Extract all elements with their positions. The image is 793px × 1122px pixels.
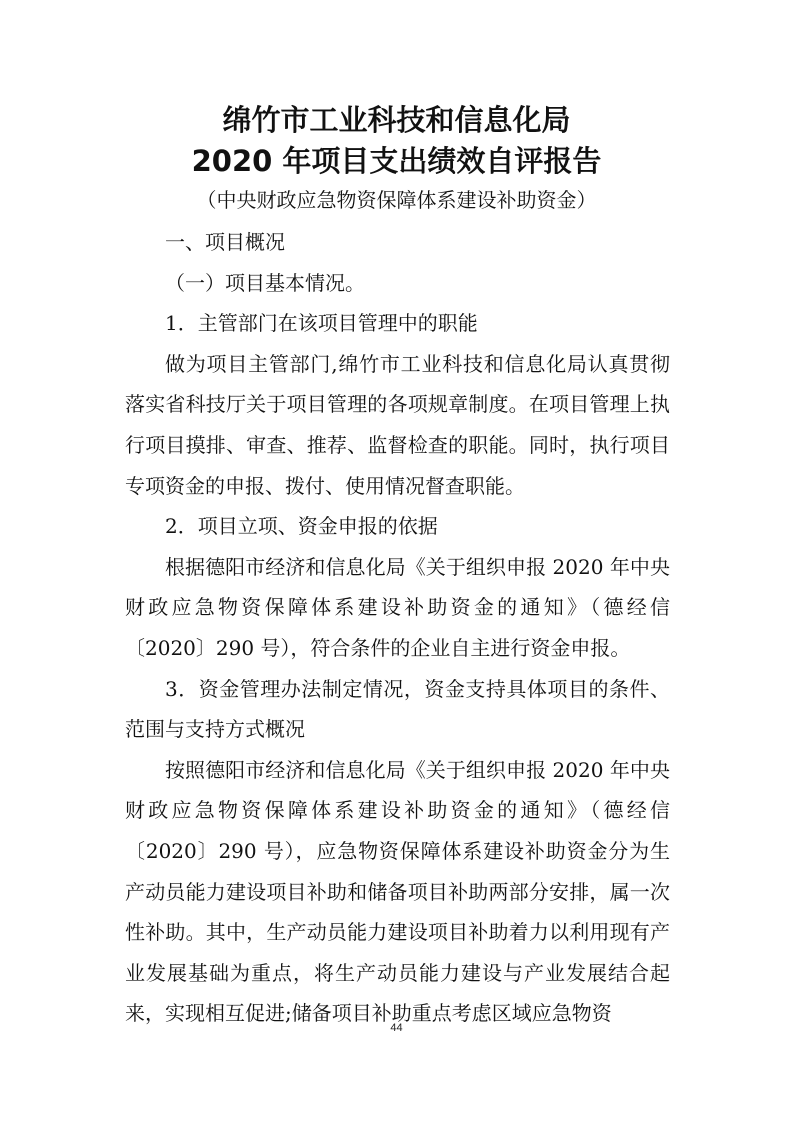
page-number: 44 — [390, 1022, 403, 1034]
section-heading-overview: 一、项目概况 — [165, 230, 285, 254]
document-body — [125, 222, 670, 1034]
item-heading-3: 3．资金管理办法制定情况，资金支持具体项目的条件、范围与支持方式概况 — [125, 676, 670, 742]
document-title-line-2: 2020 年项目支出绩效自评报告 — [191, 144, 602, 178]
body-paragraph-1: 做为项目主管部门,绵竹市工业科技和信息化局认真贯彻落实省科技厅关于项目管理的各项规章制度。在项目管理上执行项目摸排、审查、推荐、监督检查的职能。同时，执行项目专项资金的申报、拨付、使用情况督查职能。 — [125, 351, 670, 498]
subsection-heading-basic-info: （一）项目基本情况。 — [165, 270, 365, 295]
item-heading-1: 1．主管部门在该项目管理中的职能 — [165, 311, 478, 336]
body-paragraph-3: 按照德阳市经济和信息化局《关于组织申报 2020 年中央财政应急物资保障体系建设补助资金的通知》（德经信〔2020〕290 号），应急物资保障体系建设补助资金分为生产动员能力建设项目补助和储备项目补助两部分安排，属一次性补助。其中，生产动员能力建设项目补助着力以利用现有产业发展基础为重点，将生产动员能力建设与产业发展结合起来，实现相互促进;储备项目补助重点考虑区域应急物资 — [125, 757, 670, 1026]
document-subtitle: （中央财政应急物资保障体系建设补助资金） — [196, 188, 597, 212]
document-title-line-1: 绵竹市工业科技和信息化局 — [222, 103, 571, 137]
body-paragraph-2: 根据德阳市经济和信息化局《关于组织申报 2020 年中央财政应急物资保障体系建设补助资金的通知》（德经信〔2020〕290 号），符合条件的企业自主进行资金申报。 — [125, 554, 670, 660]
item-heading-2: 2．项目立项、资金申报的依据 — [165, 514, 438, 539]
